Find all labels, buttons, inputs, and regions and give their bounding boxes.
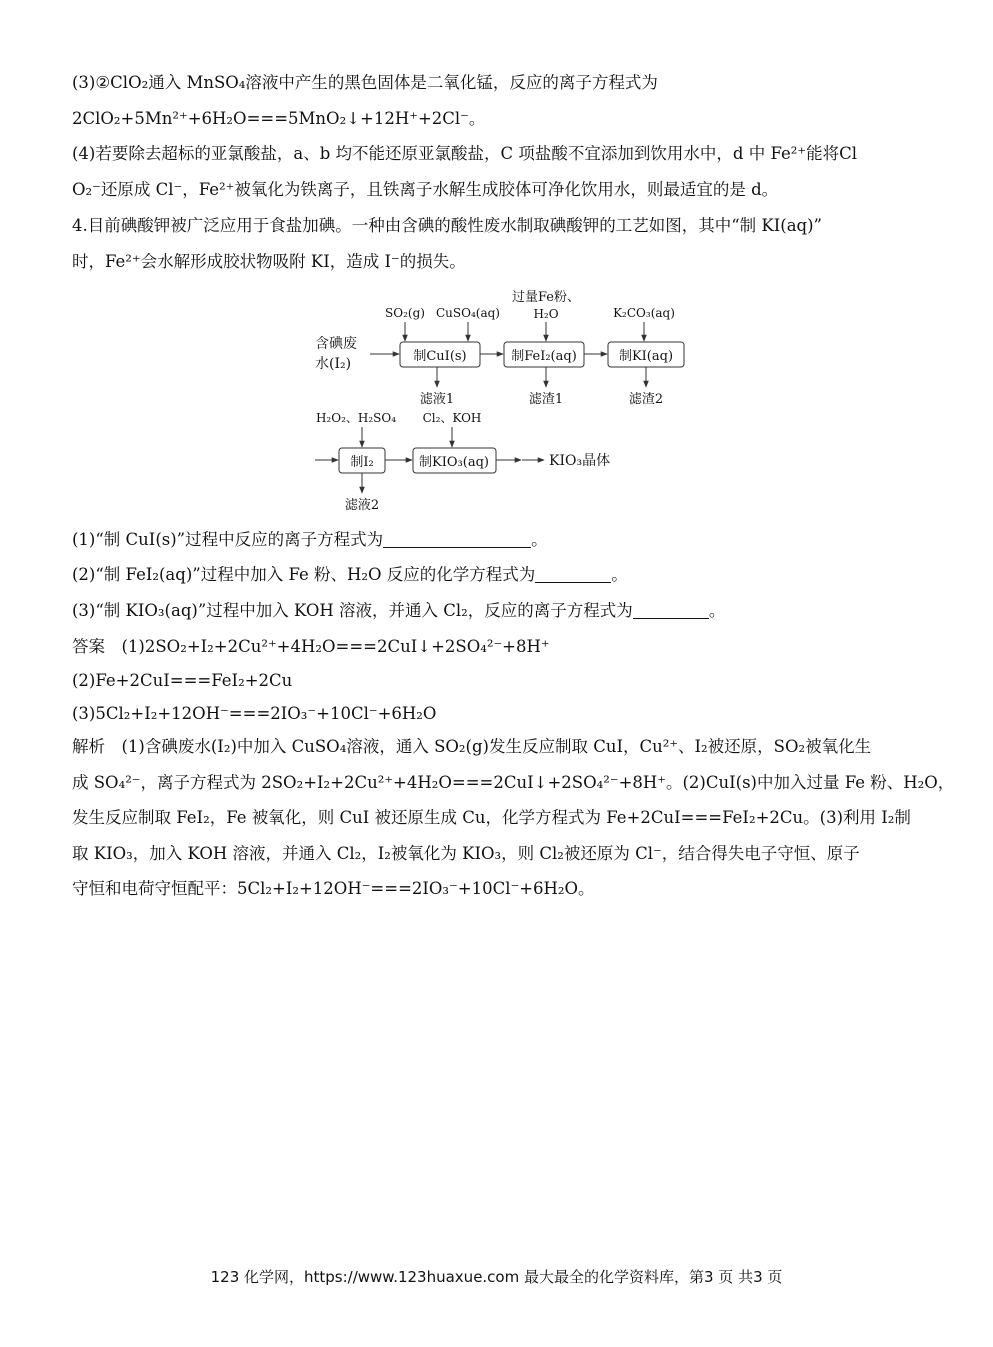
question-1-text: (1)“制 CuI(s)”过程中反应的离子方程式为 <box>72 530 384 549</box>
product-label: KIO₃晶体 <box>549 453 611 469</box>
reagent-fe: 过量Fe粉、 <box>511 290 581 305</box>
reagent-h2o2-h2so4: H₂O₂、H₂SO₄ <box>315 411 397 425</box>
question-2-text: (2)“制 FeI₂(aq)”过程中加入 Fe 粉、H₂O 反应的化学方程式为 <box>72 565 536 584</box>
text-line: (3)②ClO₂通入 MnSO₄溶液中产生的黑色固体是二氧化锰，反应的离子方程式为 <box>72 73 658 92</box>
reagent-so2: SO₂(g) <box>385 306 425 320</box>
page-footer: 123 化学网，https://www.123huaxue.com 最大最全的化学资料库，第3 页 共3 页 <box>210 1268 783 1286</box>
analysis-line: 成 SO₄²⁻，离子方程式为 2SO₂+I₂+2Cu²⁺+4H₂O===2CuI↓+2SO₄²⁻+8H⁺。(2)CuI(s)中加入过量 Fe 粉、H₂O， <box>72 773 955 792</box>
output-filtrate2: 滤液2 <box>344 498 380 513</box>
answer-line: (3)5Cl₂+I₂+12OH⁻===2IO₃⁻+10Cl⁻+6H₂O <box>72 704 437 723</box>
process-flow-diagram <box>308 285 703 515</box>
answer-line: 答案 (1)2SO₂+I₂+2Cu²⁺+4H₂O===2CuI↓+2SO₄²⁻+8H⁺ <box>72 637 550 656</box>
text-line: (4)若要除去超标的亚氯酸盐，a、b 均不能还原亚氯酸盐，C 项盐酸不宜添加到饮用水中，d 中 Fe²⁺能将Cl <box>72 144 857 163</box>
box-i2-label: 制I₂ <box>350 455 374 470</box>
question-stem: 时，Fe²⁺会水解形成胶状物吸附 KI，造成 I⁻的损失。 <box>72 252 466 271</box>
box-kio3-label: 制KIO₃(aq) <box>419 455 489 470</box>
question-end: 。 <box>531 530 548 549</box>
reagent-k2co3: K₂CO₃(aq) <box>613 306 675 320</box>
input-label-line1: 含碘废 <box>315 336 357 352</box>
answer-blank <box>535 566 611 583</box>
text-line: 2ClO₂+5Mn²⁺+6H₂O===5MnO₂↓+12H⁺+2Cl⁻。 <box>72 109 486 128</box>
answer-line: (2)Fe+2CuI===FeI₂+2Cu <box>72 671 293 690</box>
question-3 <box>72 600 915 622</box>
answer-blank <box>633 602 709 619</box>
input-label-line2: 水(I₂) <box>315 356 352 372</box>
question-stem: 4.目前碘酸钾被广泛应用于食盐加碘。一种由含碘的酸性废水制取碘酸钾的工艺如图，其中“制 KI(aq)” <box>72 216 822 235</box>
question-1 <box>72 529 915 551</box>
output-residue1: 滤渣1 <box>528 392 564 407</box>
box-ki-label: 制KI(aq) <box>618 349 674 364</box>
output-residue2: 滤渣2 <box>628 392 664 407</box>
analysis-line: 发生反应制取 FeI₂，Fe 被氧化，则 CuI 被还原生成 Cu，化学方程式为 Fe+2CuI===FeI₂+2Cu。(3)利用 I₂制 <box>72 808 911 827</box>
output-filtrate1: 滤液1 <box>419 392 455 407</box>
answer-blank <box>383 531 531 548</box>
question-end: 。 <box>611 565 628 584</box>
reagent-cl2-koh: Cl₂、KOH <box>422 411 482 425</box>
question-2 <box>72 564 915 586</box>
analysis-line: 解析 (1)含碘废水(I₂)中加入 CuSO₄溶液，通入 SO₂(g)发生反应制取 CuI，Cu²⁺、I₂被还原，SO₂被氧化生 <box>72 737 872 756</box>
reagent-cuso4: CuSO₄(aq) <box>436 306 500 320</box>
box-cui-label: 制CuI(s) <box>413 349 467 364</box>
question-end: 。 <box>708 601 726 620</box>
question-3-text: (3)“制 KIO₃(aq)”过程中加入 KOH 溶液，并通入 Cl₂，反应的离子方程式为 <box>72 601 633 620</box>
text-line: O₂⁻还原成 Cl⁻，Fe²⁺被氧化为铁离子，且铁离子水解生成胶体可净化饮用水，则最适宜的是 d。 <box>72 180 779 199</box>
reagent-h2o: H₂O <box>533 307 559 321</box>
box-fei2-label: 制FeI₂(aq) <box>511 349 577 364</box>
analysis-line: 取 KIO₃，加入 KOH 溶液，并通入 Cl₂，I₂被氧化为 KIO₃，则 Cl₂被还原为 Cl⁻，结合得失电子守恒、原子 <box>72 844 860 863</box>
analysis-line: 守恒和电荷守恒配平：5Cl₂+I₂+12OH⁻===2IO₃⁻+10Cl⁻+6H₂O。 <box>72 879 595 898</box>
